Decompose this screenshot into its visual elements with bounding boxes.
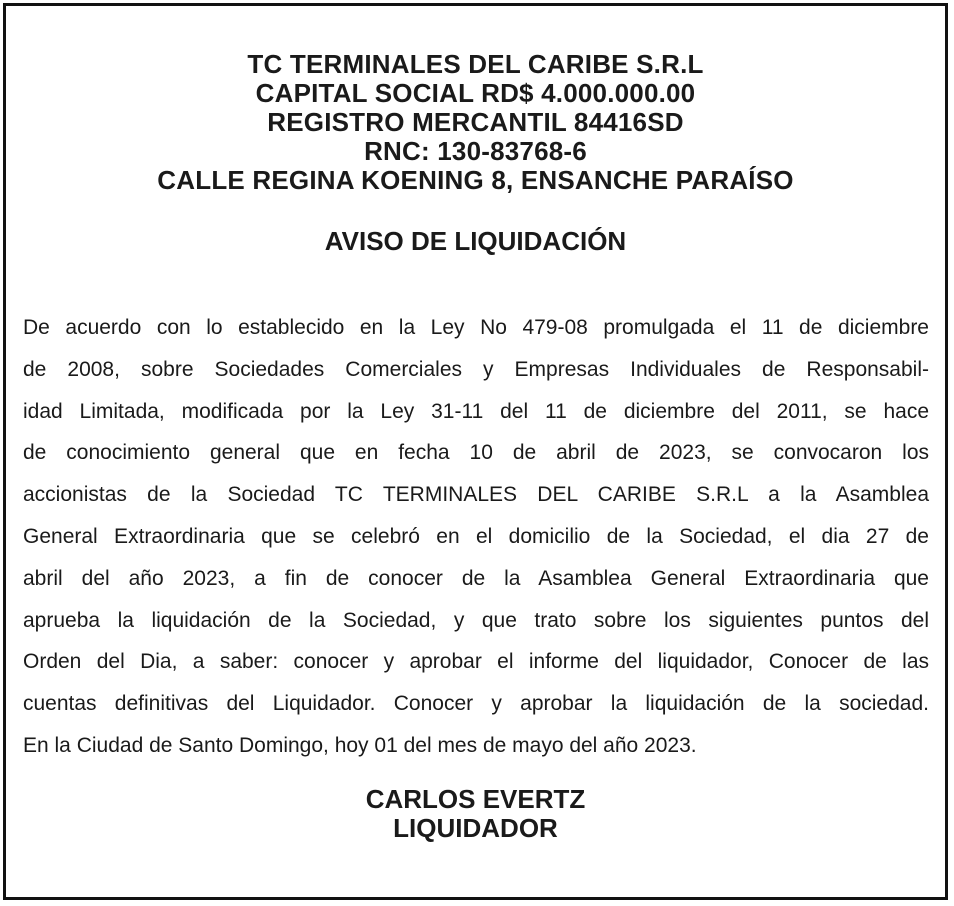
- notice-title: AVISO DE LIQUIDACIÓN: [324, 226, 627, 256]
- body-line: accionistas de la Sociedad TC TERMINALES DEL CARIBE S.R.L a la Asamblea: [23, 483, 929, 507]
- signatory-role: LIQUIDADOR: [393, 813, 558, 843]
- body-line: idad Limitada, modificada por la Ley 31-11 del 11 de diciembre del 2011, se hace: [23, 399, 929, 423]
- body-line: En la Ciudad de Santo Domingo, hoy 01 del mes de mayo del año 2023.: [23, 733, 697, 757]
- body-line: General Extraordinaria que se celebró en el domicilio de la Sociedad, el dia 27 de: [23, 524, 929, 548]
- body-line: De acuerdo con lo establecido en la Ley No 479-08 promulgada el 11 de diciembre: [23, 316, 929, 339]
- company-header: [6, 50, 945, 195]
- notice-body: [23, 307, 929, 767]
- signatory-name: CARLOS EVERTZ: [365, 784, 586, 814]
- company-capital: CAPITAL SOCIAL RD$ 4.000.000.00: [255, 78, 696, 108]
- body-line: de conocimiento general que en fecha 10 de abril de 2023, se convocaron los: [23, 441, 929, 465]
- company-rnc: RNC: 130-83768-6: [364, 136, 587, 166]
- notice-frame: [3, 3, 948, 900]
- body-line: cuentas definitivas del Liquidador. Conocer y aprobar la liquidación de la sociedad.: [23, 692, 929, 716]
- body-line: de 2008, sobre Sociedades Comerciales y Empresas Individuales de Responsabil-: [23, 357, 929, 381]
- body-line: abril del año 2023, a fin de conocer de la Asamblea General Extraordinaria que: [23, 566, 929, 590]
- company-name: TC TERMINALES DEL CARIBE S.R.L: [247, 49, 704, 79]
- company-address: CALLE REGINA KOENING 8, ENSANCHE PARAÍSO: [157, 165, 794, 195]
- signature-block: [6, 785, 945, 843]
- company-registry: REGISTRO MERCANTIL 84416SD: [267, 107, 684, 137]
- body-line: Orden del Dia, a saber: conocer y aprobar el informe del liquidador, Conocer de las: [23, 650, 929, 674]
- body-line: aprueba la liquidación de la Sociedad, y que trato sobre los siguientes puntos del: [23, 608, 929, 632]
